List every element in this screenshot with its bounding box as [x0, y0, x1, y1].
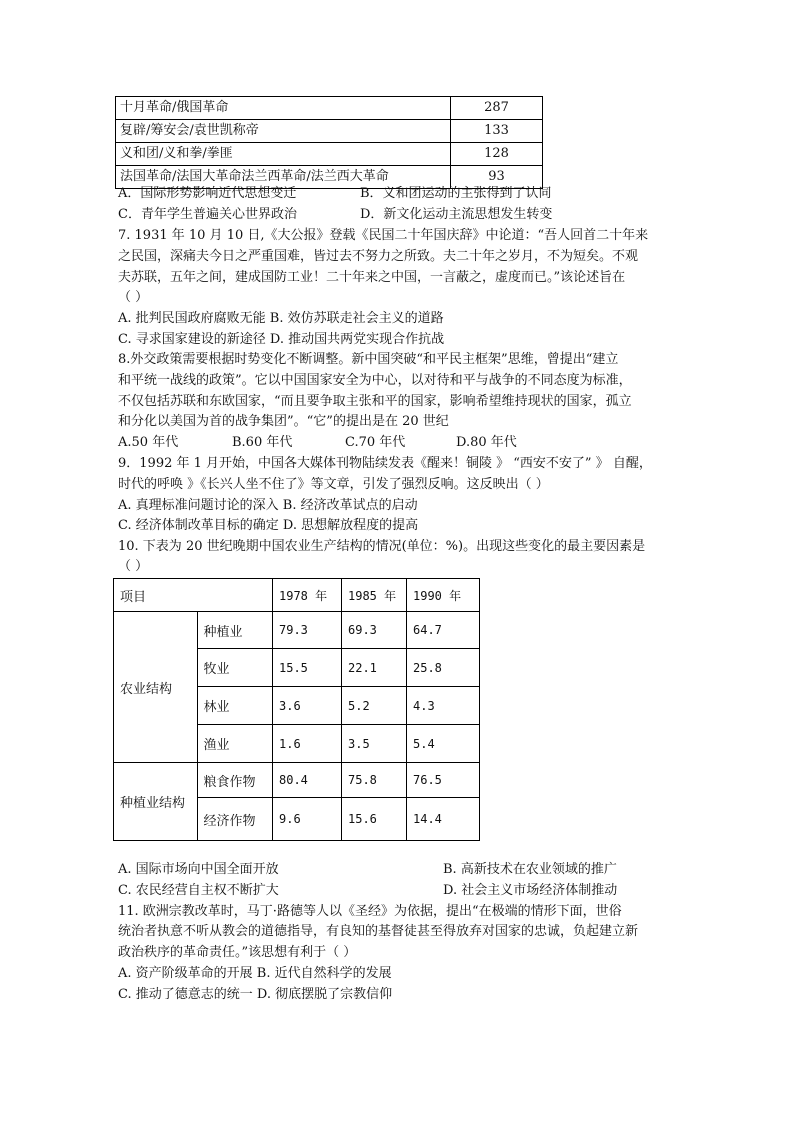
table-cell: 3.6: [273, 687, 342, 725]
table-cell: 复辟/筹安会/袁世凯称帝: [116, 120, 451, 143]
q9-options-row: A. 真理标准问题讨论的深入 B. 经济改革试点的启动: [118, 498, 418, 513]
q8-stem-line: 和平统一战线的政策”。它以中国国家安全为中心，以对待和平与战争的不同态度为标准，: [118, 373, 632, 388]
table-cell: 25.8: [407, 649, 480, 687]
q6-option-a: A．国际形势影响近代思想变迁: [118, 186, 297, 201]
table-cell: 76.5: [407, 763, 480, 798]
table-cell: 15.5: [273, 649, 342, 687]
table-row-label: 粮食作物: [197, 763, 272, 798]
q8-stem-line: 和分化以美国为首的战争集团”。“它”的提出是在 20 世纪: [118, 414, 449, 429]
table-cell: 22.1: [342, 649, 407, 687]
q11-options-row: C. 推动了德意志的统一 D. 彻底摆脱了宗教信仰: [118, 987, 393, 1002]
table-row-label: 牧业: [197, 649, 272, 687]
q8-option-a: A.50 年代: [118, 435, 179, 450]
table-row-label: 经济作物: [197, 798, 272, 841]
q7-answer-paren: （ ）: [118, 290, 149, 305]
q7-stem-line: 7. 1931 年 10 月 10 日,《大公报》登载《民国二十年国庆辞》中论道：“吾人回首二十年来: [118, 228, 649, 243]
table-cell: 287: [451, 97, 543, 120]
table-cell: 十月革命/俄国革命: [116, 97, 451, 120]
table-cell: 79.3: [273, 612, 342, 649]
q11-options-row: A. 资产阶级革命的开展 B. 近代自然科学的发展: [118, 966, 392, 981]
q8-option-c: C.70 年代: [345, 435, 406, 450]
q11-stem-line: 统治者执意不听从教会的道德指导，有良知的基督徒甚至得放弃对国家的忠诚，负起建立新: [118, 924, 639, 939]
table-header-cell: 项目: [114, 579, 273, 612]
table-row: [114, 612, 480, 649]
q10-answer-paren: （ ）: [118, 559, 149, 574]
table-row: [116, 97, 543, 120]
table-cell: 义和团/义和拳/拳匪: [116, 143, 451, 166]
table-row-label: 林业: [197, 687, 272, 725]
table-cell: 1.6: [273, 725, 342, 763]
q10-stem-line: 10. 下表为 20 世纪晚期中国农业生产结构的情况(单位：%)。出现这些变化的最主要因素是: [118, 539, 646, 554]
q10-option-c: C. 农民经营自主权不断扩大: [118, 883, 279, 898]
table-cell: 133: [451, 120, 543, 143]
table-cell: 64.7: [407, 612, 480, 649]
q9-stem-line: 9．1992 年 1 月开始，中国各大媒体刊物陆续发表《醒来！铜陵 》 “西安不安了” 》 自醒，: [118, 456, 652, 471]
q10-option-b: B. 高新技术在农业领域的推广: [443, 862, 617, 877]
table-row-label: 渔业: [197, 725, 272, 763]
table-cell: 5.2: [342, 687, 407, 725]
q6-option-b: B．义和团运动的主张得到了认同: [360, 186, 552, 201]
table-header-cell: 1990 年: [407, 579, 480, 612]
q7-stem-line: 夫苏联，五年之间，建成国防工业！二十年来之中国，一言蔽之，虚度而已。”该论述旨在: [118, 270, 626, 285]
table-cell: 9.6: [273, 798, 342, 841]
q8-option-d: D.80 年代: [456, 435, 517, 450]
table-header-cell: 1985 年: [342, 579, 407, 612]
q10-option-a: A. 国际市场向中国全面开放: [118, 862, 279, 877]
table-cell: 75.8: [342, 763, 407, 798]
q8-option-b: B.60 年代: [232, 435, 293, 450]
q9-stem-line: 时代的呼唤 》《长兴人坐不住了》等文章，引发了强烈反响。这反映出（ ）: [118, 477, 549, 492]
table-header-row: [114, 579, 480, 612]
table-cell: 5.4: [407, 725, 480, 763]
table-group-label: 种植业结构: [114, 763, 198, 841]
table-cell: 93: [451, 166, 543, 189]
q10-option-d: D. 社会主义市场经济体制推动: [443, 883, 618, 898]
table-cell: 4.3: [407, 687, 480, 725]
q8-stem-line: 8.外交政策需要根据时势变化不断调整。新中国突破“和平民主框架”思维，曾提出“建立: [118, 352, 619, 367]
q9-options-row: C. 经济体制改革目标的确定 D. 思想解放程度的提高: [118, 518, 419, 533]
q6-option-d: D．新文化运动主流思想发生转变: [360, 207, 553, 222]
agriculture-structure-table: [113, 578, 480, 841]
table-row-label: 种植业: [197, 612, 272, 649]
table-cell: 128: [451, 143, 543, 166]
q11-stem-line: 政治秩序的革命责任。”该思想有利于（ ）: [118, 945, 357, 960]
table-cell: 3.5: [342, 725, 407, 763]
table-row: [116, 143, 543, 166]
q8-stem-line: 不仅包括苏联和东欧国家，“而且要争取主张和平的国家，影响希望维持现状的国家，孤立: [118, 394, 632, 409]
keyword-frequency-table: [115, 96, 543, 189]
table-header-cell: 1978 年: [273, 579, 342, 612]
q7-options-row: C. 寻求国家建设的新途径 D. 推动国共两党实现合作抗战: [118, 332, 445, 347]
table-group-label: 农业结构: [114, 612, 198, 763]
q7-stem-line: 之民国，深痛夫今日之严重国难，皆过去不努力之所致。夫二十年之岁月，不为短矣。不观: [118, 249, 639, 264]
table-row: [114, 763, 480, 798]
q11-stem-line: 11. 欧洲宗教改革时，马丁·路德等人以《圣经》为依据，提出“在极端的情形下面，世俗: [118, 904, 622, 919]
q6-option-c: C．青年学生普遍关心世界政治: [118, 207, 297, 222]
q7-options-row: A. 批判民国政府腐败无能 B. 效仿苏联走社会主义的道路: [118, 311, 444, 326]
table-cell: 69.3: [342, 612, 407, 649]
table-row: [116, 120, 543, 143]
table-cell: 14.4: [407, 798, 480, 841]
table-cell: 法国革命/法国大革命法兰西革命/法兰西大革命: [116, 166, 451, 189]
table-cell: 80.4: [273, 763, 342, 798]
table-cell: 15.6: [342, 798, 407, 841]
